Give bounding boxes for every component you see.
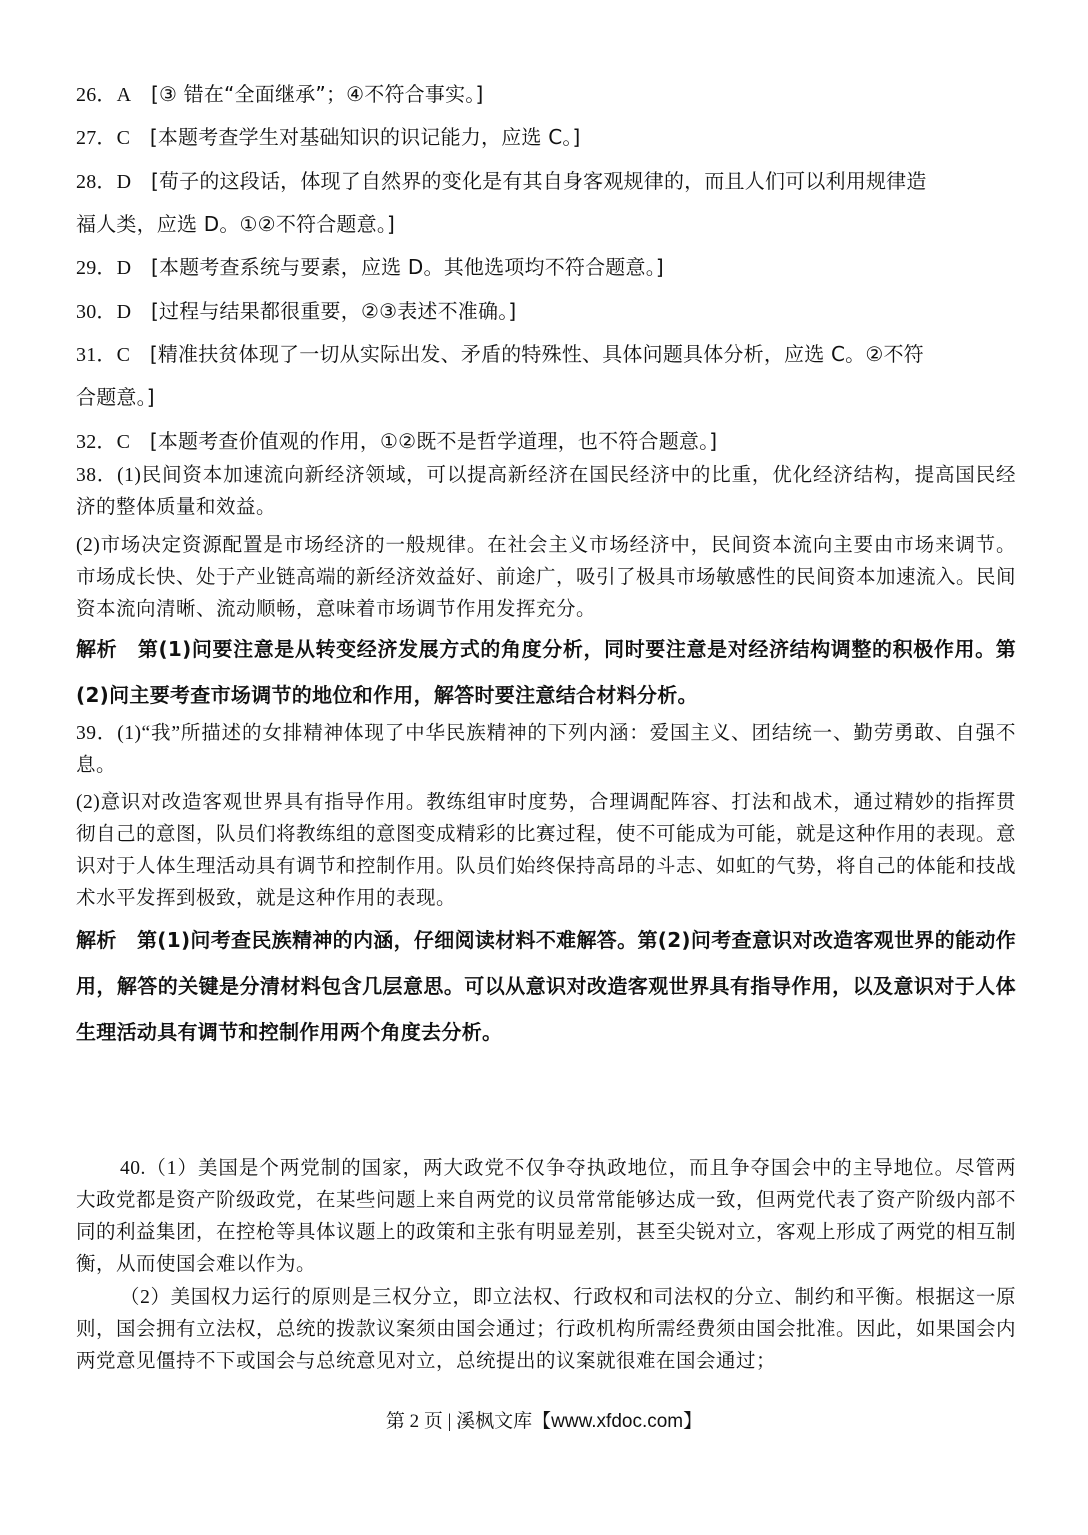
- answer-32: [76, 425, 1016, 454]
- q38-part2: (2)市场决定资源配置是市场经济的一般规律。在社会主义市场经济中，民间资本流向主要由市场来调节。市场成长快、处于产业链高端的新经济效益好、前途广，吸引了极具市场敏感性的民间资本加速流入。民间资本流向清晰、流动顺畅，意味着市场调节作用发挥充分。: [76, 535, 1017, 620]
- answer-number: 31．C: [76, 344, 131, 366]
- q39-analysis: 解析 第(1)问考查民族精神的内涵，仔细阅读材料不难解答。第(2)问考查意识对改造客观世界的能动作用，解答的关键是分清材料包含几层意思。可以从意识对改造客观世界具有指导作用，以及意识对于人体生理活动具有调节和控制作用两个角度去分析。: [76, 928, 1016, 1044]
- answer-26: [76, 78, 1016, 107]
- answer-text: [精准扶贫体现了一切从实际出发、矛盾的特殊性、具体问题具体分析，应选 C。②不符: [149, 342, 924, 366]
- answer-number: 29．D: [76, 257, 132, 279]
- answer-text: [过程与结果都很重要，②③表述不准确。]: [150, 299, 517, 323]
- answer-28: [76, 165, 1016, 194]
- page-footer: [0, 1406, 1088, 1433]
- answer-28-cont: 福人类，应选 D。①②不符合题意。]: [76, 212, 396, 236]
- answer-31: [76, 338, 1016, 367]
- q40-part2: （2）美国权力运行的原则是三权分立，即立法权、行政权和司法权的分立、制约和平衡。根据这一原则，国会拥有立法权，总统的拨款议案须由国会通过；行政机构所需经费须由国会批准。因此，如果国会内两党意见僵持不下或国会与总统意见对立，总统提出的议案就很难在国会通过；: [76, 1287, 1016, 1372]
- answer-text: [本题考查价值观的作用，①②既不是哲学道理，也不符合题意。]: [149, 429, 718, 453]
- answer-number: 32．C: [76, 431, 131, 453]
- answer-text: [③ 错在“全面继承”；④不符合事实。]: [150, 82, 484, 106]
- answer-30: [76, 295, 1016, 324]
- q39-part1: 39．(1)“我”所描述的女排精神体现了中华民族精神的下列内涵：爱国主义、团结统一、勤劳勇敢、自强不息。: [76, 723, 1016, 776]
- answer-number: 30．D: [76, 301, 132, 323]
- answer-31-cont: 合题意。]: [76, 385, 155, 409]
- answer-text: [本题考查系统与要素，应选 D。其他选项均不符合题意。]: [150, 255, 664, 279]
- answer-number: 28．D: [76, 171, 132, 193]
- q38-analysis: 解析 第(1)问要注意是从转变经济发展方式的角度分析，同时要注意是对经济结构调整的积极作用。第(2)问主要考查市场调节的地位和作用，解答时要注意结合材料分析。: [76, 637, 1016, 707]
- footer-page-label: 第 2 页 | 溪枫文库【: [385, 1411, 552, 1432]
- q38-part1: 38．(1)民间资本加速流向新经济领域，可以提高新经济在国民经济中的比重，优化经济结构，提高国民经济的整体质量和效益。: [76, 465, 1016, 518]
- answer-text: [本题考查学生对基础知识的识记能力，应选 C。]: [149, 125, 581, 149]
- answer-27: [76, 121, 1016, 150]
- q40-part1: 40.（1）美国是个两党制的国家，两大政党不仅争夺执政地位，而且争夺国会中的主导地位。尽管两大政党都是资产阶级政党，在某些问题上来自两党的议员常常能够达成一致，但两党代表了资产阶级内部不同的利益集团，在控枪等具体议题上的政策和主张有明显差别，甚至尖锐对立，客观上形成了两党的相互制衡，从而使国会难以作为。: [76, 1158, 1017, 1275]
- footer-url[interactable]: www.xfdoc.com: [551, 1411, 684, 1432]
- answer-number: 27．C: [76, 127, 131, 149]
- footer-bracket: 】: [683, 1411, 703, 1432]
- answer-text: [荀子的这段话，体现了自然界的变化是有其自身客观规律的，而且人们可以利用规律造: [150, 169, 927, 193]
- q39-part2: (2)意识对改造客观世界具有指导作用。教练组审时度势，合理调配阵容、打法和战术，通过精妙的指挥贯彻自己的意图，队员们将教练组的意图变成精彩的比赛过程，使不可能成为可能，就是这种作用的表现。意识对于人体生理活动具有调节和控制作用。队员们始终保持高昂的斗志、如虹的气势，将自己的体能和技战术水平发挥到极致，就是这种作用的表现。: [76, 792, 1017, 909]
- answer-number: 26．A: [76, 84, 132, 106]
- answer-29: [76, 251, 1016, 280]
